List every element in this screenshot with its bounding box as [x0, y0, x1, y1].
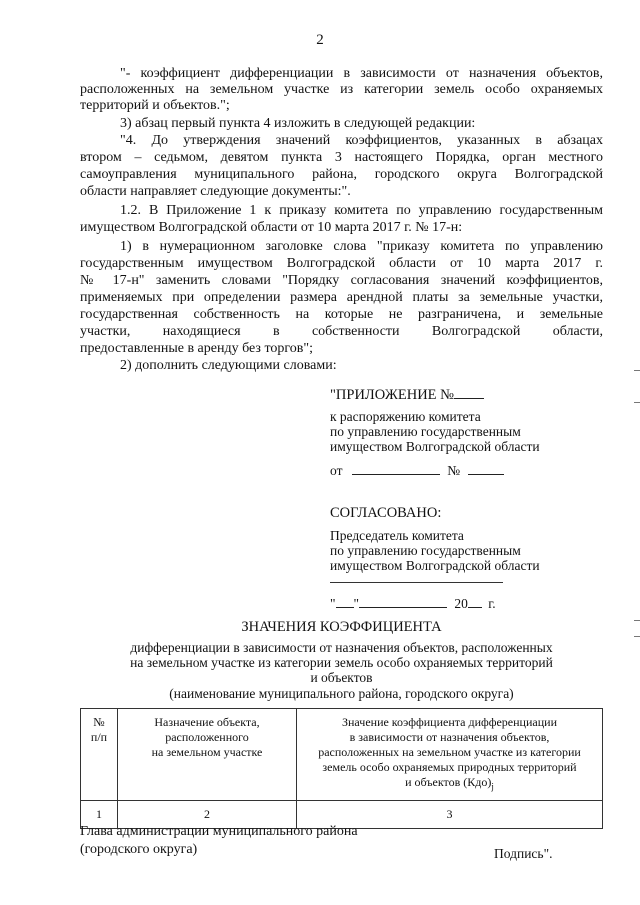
body-line: 1.2. В Приложение 1 к приказу комитета по управлению государственным — [120, 203, 603, 218]
heading-line: дифференциации в зависимости от назначения объектов, расположенных — [130, 640, 553, 655]
footer-head: Глава администрации муниципального района — [80, 824, 358, 839]
table-cell: 3 — [297, 801, 603, 829]
approval-line: по управлению государственным — [330, 543, 521, 558]
heading-line: (наименование муниципального района, городского округа) — [169, 686, 514, 701]
approval-line: имуществом Волгоградской области — [330, 558, 540, 573]
appendix-line: по управлению государственным — [330, 424, 521, 439]
margin-mark — [634, 620, 640, 621]
appendix-date: от № — [330, 462, 504, 479]
heading-line: на земельном участке из категории земель особо охраняемых территорий — [130, 655, 553, 670]
body-line: 2) дополнить следующими словами: — [120, 358, 337, 373]
body-line: государственная собственность на которые не разграничена, и земельные — [80, 307, 603, 322]
body-line: государственным имуществом Волгоградской области от 10 марта 2017 г. — [80, 256, 603, 271]
body-line: "4. До утверждения значений коэффициентов, указанных в абзацах — [120, 133, 603, 148]
table-cell: 1 — [81, 801, 118, 829]
appendix-line: имуществом Волгоградской области — [330, 439, 540, 454]
header-cell-object: Назначение объекта, расположенного на земельном участке — [118, 709, 297, 801]
body-line: области направляет следующие документы:". — [80, 184, 351, 199]
body-line: 3) абзац первый пункта 4 изложить в следующей редакции: — [120, 116, 476, 131]
approval-date: " " 20 г. — [330, 596, 496, 611]
margin-mark — [634, 370, 640, 371]
table-cell: 2 — [118, 801, 297, 829]
body-line: территорий и объектов."; — [80, 98, 230, 113]
heading-line: и объектов — [310, 670, 373, 685]
body-line: самоуправления муниципального района, городского округа Волгоградской — [80, 167, 603, 182]
body-line: "- коэффициент дифференциации в зависимости от назначения объектов, — [120, 66, 603, 81]
body-line: № 17-н" заменить словами "Порядку согласования значений коэффициентов, — [80, 273, 603, 288]
body-line: втором – седьмом, девятом пункта 3 настоящего Порядка, орган местного — [80, 150, 603, 165]
approval-title: СОГЛАСОВАНО: — [330, 505, 442, 521]
body-line: расположенных на земельном участке из категории земель особо охраняемых — [80, 82, 603, 97]
signature-line — [330, 582, 503, 583]
body-line: участки, находящиеся в собственности Волгоградской области, — [80, 324, 603, 339]
signature-label: Подпись". — [494, 846, 553, 861]
coefficient-table — [80, 708, 603, 829]
coefficient-title: ЗНАЧЕНИЯ КОЭФФИЦИЕНТА — [241, 619, 442, 635]
margin-mark — [634, 636, 640, 637]
margin-mark — [634, 402, 640, 403]
appendix-title: "ПРИЛОЖЕНИЕ № — [330, 386, 484, 403]
body-line: имуществом Волгоградской области от 10 марта 2017 г. № 17-н: — [80, 220, 463, 235]
body-line: 1) в нумерационном заголовке слова "приказу комитета по управлению — [120, 239, 603, 254]
header-cell-number: № п/п — [81, 709, 118, 801]
footer-head-note: (городского округа) — [80, 842, 198, 857]
approval-line: Председатель комитета — [330, 528, 464, 543]
body-line: применяемых при определении размера арендной платы за земельные участки, — [80, 290, 603, 305]
body-line: предоставленные в аренду без торгов"; — [80, 341, 313, 356]
page-number: 2 — [316, 32, 324, 48]
table-header-row — [81, 709, 603, 801]
header-cell-coefficient: Значение коэффициента дифференциации в зависимости от назначения объектов, расположенных на земельном участке из категории земель особо охраняемых природных территорий и объектов $(Кдо)_j$ — [297, 709, 603, 801]
appendix-line: к распоряжению комитета — [330, 409, 481, 424]
